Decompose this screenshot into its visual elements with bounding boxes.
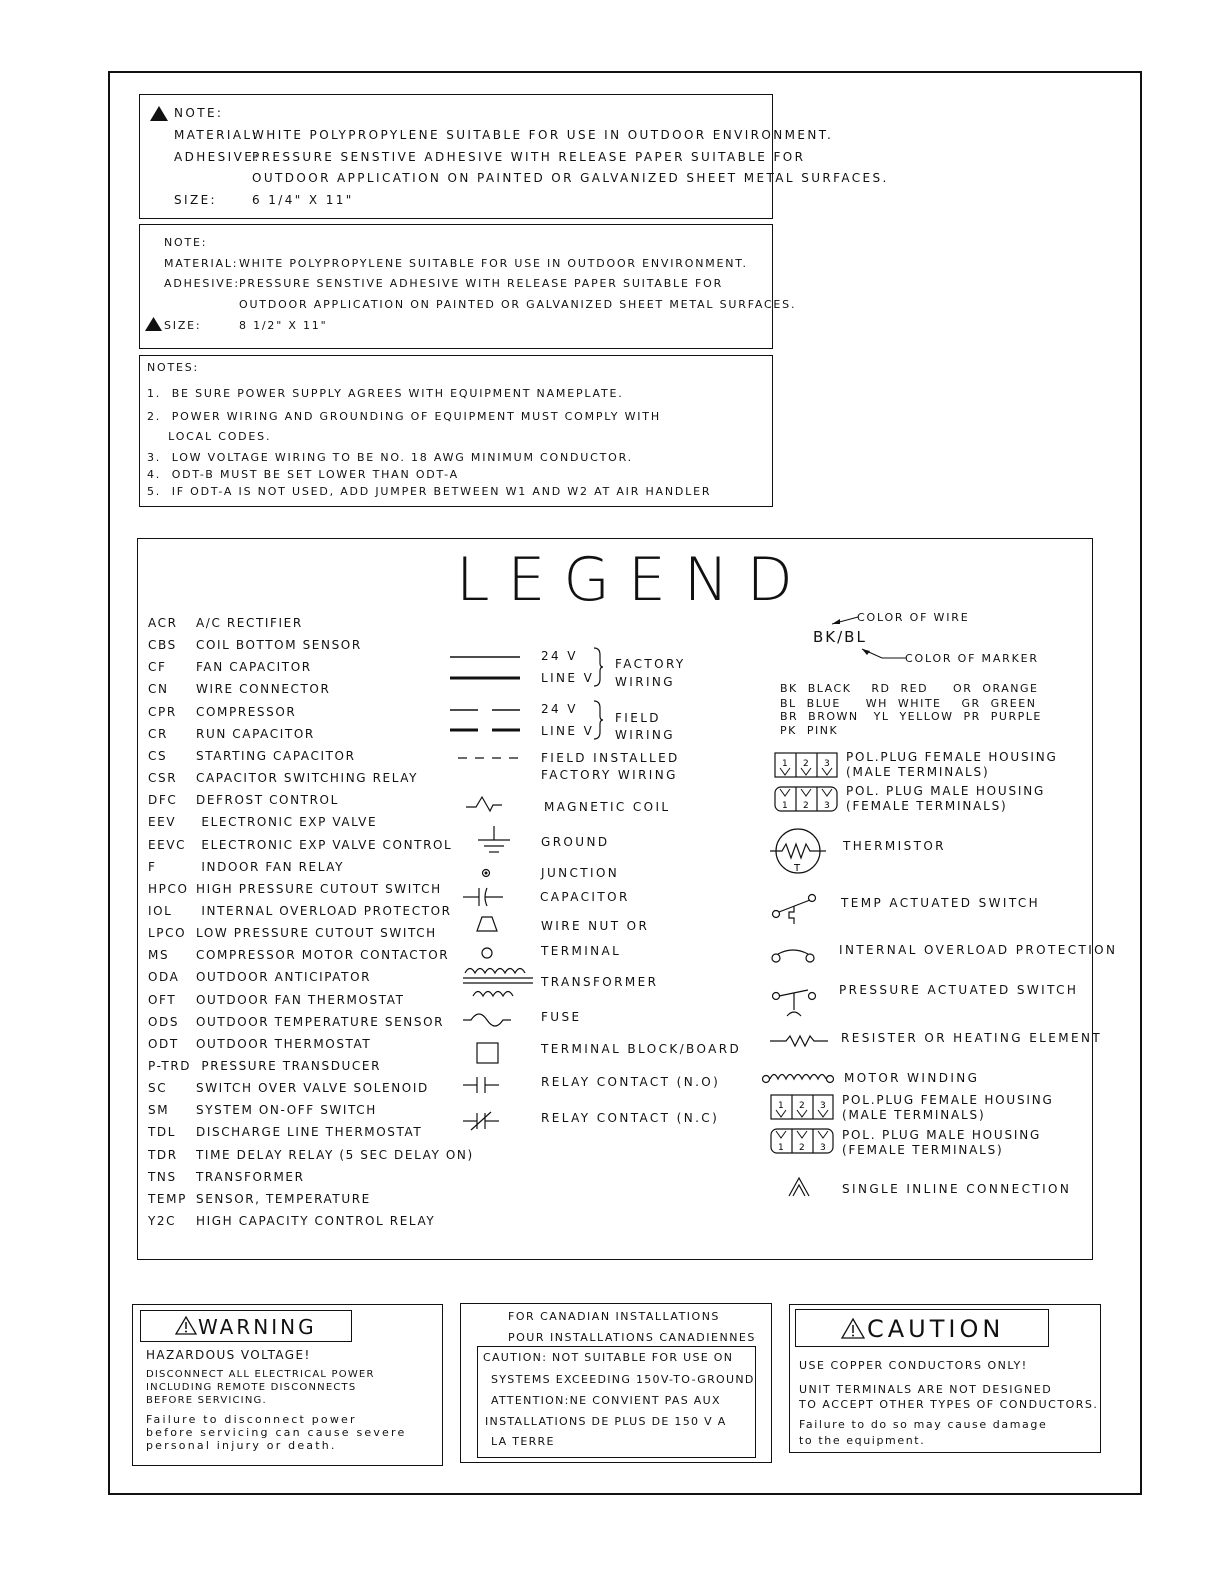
notes-line: LOCAL CODES. [147,430,272,443]
note-1-size-key: SIZE: [174,193,218,207]
abbreviation-desc: FAN CAPACITOR [196,660,312,674]
plug-male-housing-icon [770,1128,834,1154]
abbreviation-code: CR [148,727,168,741]
notes-line: 4. ODT-B MUST BE SET LOWER THAN ODT-A [147,468,459,481]
notes-label: NOTES: [147,361,200,374]
abbreviation-code: ODA [148,970,180,984]
wire-color-row: BR BROWN YL YELLOW PR PURPLE [780,710,1042,723]
note-2-adhesive-val-2: OUTDOOR APPLICATION ON PAINTED OR GALVANIZED SHEET METAL SURFACES. [239,298,797,311]
svg-text:T: T [794,863,801,874]
transformer-icon [463,965,533,1005]
terminal-block-label: TERMINAL BLOCK/BOARD [541,1042,742,1056]
transformer-label: TRANSFORMER [541,975,659,989]
motor-winding-icon [762,1068,834,1088]
motor-winding-label: MOTOR WINDING [844,1071,980,1085]
abbreviation-code: OFT [148,993,177,1007]
abbreviation-code: ODS [148,1015,180,1029]
magnetic-coil-label: MAGNETIC COIL [544,800,671,814]
note-1-label: NOTE: [174,106,224,120]
abbreviation-code: ACR [148,616,178,630]
field-installed-label-1: FIELD INSTALLED [541,751,680,765]
inline-connection-icon [787,1176,811,1198]
note-2-label: NOTE: [164,236,208,249]
note-2-size-key: SIZE: [164,319,202,332]
field-installed-line [458,757,518,761]
svg-text:2: 2 [799,1143,805,1153]
warning-triangle-icon [145,317,162,331]
abbreviation-code: EEVC [148,838,187,852]
canadian-inner-line: CAUTION: NOT SUITABLE FOR USE ON [483,1351,734,1364]
leader-arrow-icon [830,612,860,626]
junction-label: JUNCTION [541,866,620,880]
abbreviation-desc: SWITCH OVER VALVE SOLENOID [196,1081,429,1095]
field-wiring-label-1: FIELD [615,711,661,725]
plug-female-1-label-a: POL.PLUG FEMALE HOUSING [846,750,1058,764]
warning-title: WARNING [198,1315,317,1339]
svg-text:3: 3 [820,1143,826,1153]
note-2-material-key: MATERIAL: [164,257,239,270]
field-24v-label: 24 V [541,702,578,716]
ground-label: GROUND [541,835,610,849]
abbreviation-code: TEMP [148,1192,187,1206]
svg-text:2: 2 [803,801,809,811]
plug-female-housing-icon [774,752,838,778]
abbreviation-desc: SYSTEM ON-OFF SWITCH [196,1103,377,1117]
temp-switch-label: TEMP ACTUATED SWITCH [841,896,1041,910]
note-1-size-val: 6 1/4" X 11" [252,193,354,207]
warning-footer: before servicing can cause severe [146,1426,407,1439]
abbreviation-code: LPCO [148,926,187,940]
note-1-material-val: WHITE POLYPROPYLENE SUITABLE FOR USE IN OUTDOOR ENVIRONMENT. [252,128,834,142]
wire-nut-icon [476,916,498,932]
warning-line: BEFORE SERVICING. [146,1395,267,1406]
temp-switch-icon [770,890,818,924]
svg-text:1: 1 [778,1101,784,1111]
brace-icon [592,700,604,740]
plug-male-1-label-a: POL. PLUG MALE HOUSING [846,784,1046,798]
abbreviation-desc: CAPACITOR SWITCHING RELAY [196,771,419,785]
abbreviation-code: SM [148,1103,170,1117]
caution-title: CAUTION [867,1315,1005,1343]
plug-male-2-label-a: POL. PLUG MALE HOUSING [842,1128,1042,1142]
canadian-inner-line: ATTENTION:NE CONVIENT PAS AUX [491,1394,721,1407]
notes-line: 2. POWER WIRING AND GROUNDING OF EQUIPMENT MUST COMPLY WITH [147,410,661,423]
wire-color-row: PK PINK [780,724,839,737]
legend-title: LEGEND [456,545,811,615]
abbreviation-desc: PRESSURE TRANSDUCER [196,1059,382,1073]
abbreviation-desc: OUTDOOR FAN THERMOSTAT [196,993,405,1007]
svg-text:2: 2 [803,759,809,769]
plug-male-housing-icon [774,786,838,812]
plug-female-2-label-a: POL.PLUG FEMALE HOUSING [842,1093,1054,1107]
note-2-size-val: 8 1/2" X 11" [239,319,328,332]
magnetic-coil-icon [466,795,502,815]
abbreviation-desc: OUTDOOR TEMPERATURE SENSOR [196,1015,445,1029]
note-1-adhesive-val-2: OUTDOOR APPLICATION ON PAINTED OR GALVANIZED SHEET METAL SURFACES. [252,171,889,185]
brace-icon [592,647,604,687]
abbreviation-desc: TIME DELAY RELAY (5 SEC DELAY ON) [196,1148,474,1162]
field-wiring-label-2: WIRING [615,728,675,742]
warning-footer: personal injury or death. [146,1439,337,1452]
caution-triangle-icon [841,1318,865,1339]
abbreviation-desc: SENSOR, TEMPERATURE [196,1192,371,1206]
abbreviation-code: TDL [148,1125,177,1139]
abbreviation-code: ODT [148,1037,179,1051]
canadian-line-2: POUR INSTALLATIONS CANADIENNES [508,1331,756,1344]
field-installed-label-2: FACTORY WIRING [541,768,678,782]
svg-text:3: 3 [824,801,830,811]
canadian-inner-line: LA TERRE [491,1435,555,1448]
abbreviation-code: F [148,860,157,874]
factory-line-label: LINE V [541,671,595,685]
notes-line: 3. LOW VOLTAGE WIRING TO BE NO. 18 AWG MINIMUM CONDUCTOR. [147,451,633,464]
abbreviation-code: CSR [148,771,178,785]
abbreviation-desc: A/C RECTIFIER [196,616,303,630]
abbreviation-desc: WIRE CONNECTOR [196,682,331,696]
notes-line: 5. IF ODT-A IS NOT USED, ADD JUMPER BETWEEN W1 AND W2 AT AIR HANDLER [147,485,712,498]
abbreviation-code: CF [148,660,167,674]
abbreviation-desc: DISCHARGE LINE THERMOSTAT [196,1125,423,1139]
abbreviation-desc: DEFROST CONTROL [196,793,339,807]
junction-icon [481,868,491,878]
color-of-wire-label: COLOR OF WIRE [857,611,970,624]
canadian-inner-line: SYSTEMS EXCEEDING 150V-TO-GROUND [491,1373,755,1386]
svg-text:3: 3 [820,1101,826,1111]
relay-no-label: RELAY CONTACT (N.O) [541,1075,721,1089]
factory-wiring-label-1: FACTORY [615,657,686,671]
note-1-material-key: MATERIAL: [174,128,259,142]
note-2-material-val: WHITE POLYPROPYLENE SUITABLE FOR USE IN OUTDOOR ENVIRONMENT. [239,257,748,270]
wire-color-row: BL BLUE WH WHITE GR GREEN [780,697,1037,710]
abbreviation-desc: INTERNAL OVERLOAD PROTECTOR [196,904,452,918]
warning-triangle-icon [175,1316,197,1335]
abbreviation-code: P-TRD [148,1059,192,1073]
canadian-inner-line: INSTALLATIONS DE PLUS DE 150 V A [485,1415,727,1428]
relay-nc-label: RELAY CONTACT (N.C) [541,1111,720,1125]
abbreviation-code: CBS [148,638,177,652]
factory-line-v-line [450,676,520,681]
field-line-label: LINE V [541,724,595,738]
abbreviation-desc: OUTDOOR THERMOSTAT [196,1037,372,1051]
pressure-switch-label: PRESSURE ACTUATED SWITCH [839,983,1079,997]
abbreviation-code: CN [148,682,169,696]
svg-text:1: 1 [782,801,788,811]
abbreviation-desc: LOW PRESSURE CUTOUT SWITCH [196,926,437,940]
abbreviation-desc: ELECTRONIC EXP VALVE CONTROL [196,838,453,852]
plug-female-housing-icon [770,1094,834,1120]
terminal-icon [481,947,493,959]
abbreviation-desc: TRANSFORMER [196,1170,305,1184]
abbreviation-code: TDR [148,1148,178,1162]
warning-triangle-icon [150,106,168,121]
wire-color-code: BK/BL [813,628,867,646]
color-of-marker-label: COLOR OF MARKER [905,652,1039,665]
plug-female-1-label-b: (MALE TERMINALS) [846,765,990,779]
abbreviation-code: MS [148,948,170,962]
fuse-label: FUSE [541,1010,582,1024]
factory-24v-line [450,656,520,660]
leader-arrow-icon [860,646,906,662]
abbreviation-desc: HIGH CAPACITY CONTROL RELAY [196,1214,436,1228]
relay-no-icon [463,1075,499,1095]
terminal-block-icon [476,1042,500,1064]
abbreviation-desc: ELECTRONIC EXP VALVE [196,815,378,829]
abbreviation-code: IOL [148,904,173,918]
thermistor-label: THERMISTOR [843,839,946,853]
pressure-switch-icon [770,986,818,1020]
abbreviation-code: SC [148,1081,168,1095]
wire-nut-label: WIRE NUT OR [541,919,650,933]
abbreviation-desc: INDOOR FAN RELAY [196,860,345,874]
abbreviation-code: EEV [148,815,177,829]
warning-heading: HAZARDOUS VOLTAGE! [146,1348,311,1362]
canadian-line-1: FOR CANADIAN INSTALLATIONS [508,1310,720,1323]
abbreviation-code: CS [148,749,168,763]
thermistor-icon [768,827,828,877]
abbreviation-desc: COMPRESSOR MOTOR CONTACTOR [196,948,450,962]
note-1-adhesive-val-1: PRESSURE SENSTIVE ADHESIVE WITH RELEASE PAPER SUITABLE FOR [252,150,806,164]
terminal-label: TERMINAL [541,944,622,958]
caution-line-3: TO ACCEPT OTHER TYPES OF CONDUCTORS. [799,1398,1099,1411]
abbreviation-code: CPR [148,705,177,719]
plug-female-2-label-b: (MALE TERMINALS) [842,1108,986,1122]
warning-line: INCLUDING REMOTE DISCONNECTS [146,1382,357,1393]
svg-text:1: 1 [778,1143,784,1153]
abbreviation-code: TNS [148,1170,177,1184]
plug-male-2-label-b: (FEMALE TERMINALS) [842,1143,1004,1157]
resister-label: RESISTER OR HEATING ELEMENT [841,1031,1103,1045]
warning-footer: Failure to disconnect power [146,1413,357,1426]
factory-wiring-label-2: WIRING [615,675,675,689]
ground-icon [478,826,510,856]
warning-line: DISCONNECT ALL ELECTRICAL POWER [146,1369,375,1380]
note-2-adhesive-val-1: PRESSURE SENSTIVE ADHESIVE WITH RELEASE PAPER SUITABLE FOR [239,277,724,290]
capacitor-label: CAPACITOR [540,890,630,904]
wire-color-row: BK BLACK RD RED OR ORANGE [780,682,1039,695]
inline-connection-label: SINGLE INLINE CONNECTION [842,1182,1072,1196]
caution-footer: Failure to do so may cause damage [799,1418,1048,1431]
svg-text:2: 2 [799,1101,805,1111]
abbreviation-desc: STARTING CAPACITOR [196,749,356,763]
field-line-v-line [450,728,520,733]
plug-male-1-label-b: (FEMALE TERMINALS) [846,799,1008,813]
abbreviation-desc: COIL BOTTOM SENSOR [196,638,362,652]
relay-nc-icon [463,1110,499,1132]
capacitor-icon [463,886,503,908]
notes-line: 1. BE SURE POWER SUPPLY AGREES WITH EQUIPMENT NAMEPLATE. [147,387,624,400]
overload-label: INTERNAL OVERLOAD PROTECTION [839,943,1118,957]
resister-icon [770,1034,828,1048]
note-2-adhesive-key: ADHESIVE: [164,277,240,290]
abbreviation-desc: HIGH PRESSURE CUTOUT SWITCH [196,882,442,896]
caution-footer: to the equipment. [799,1434,926,1447]
abbreviation-code: DFC [148,793,178,807]
svg-text:3: 3 [824,759,830,769]
field-24v-line [450,709,520,713]
fuse-icon [463,1010,511,1030]
factory-24v-label: 24 V [541,649,578,663]
abbreviation-code: Y2C [148,1214,177,1228]
note-1-adhesive-key: ADHESIVE: [174,150,261,164]
caution-line-1: USE COPPER CONDUCTORS ONLY! [799,1359,1028,1372]
caution-line-2: UNIT TERMINALS ARE NOT DESIGNED [799,1383,1053,1396]
abbreviation-desc: COMPRESSOR [196,705,297,719]
overload-icon [770,946,818,966]
abbreviation-desc: RUN CAPACITOR [196,727,315,741]
svg-text:1: 1 [782,759,788,769]
abbreviation-code: HPCO [148,882,189,896]
abbreviation-desc: OUTDOOR ANTICIPATOR [196,970,372,984]
